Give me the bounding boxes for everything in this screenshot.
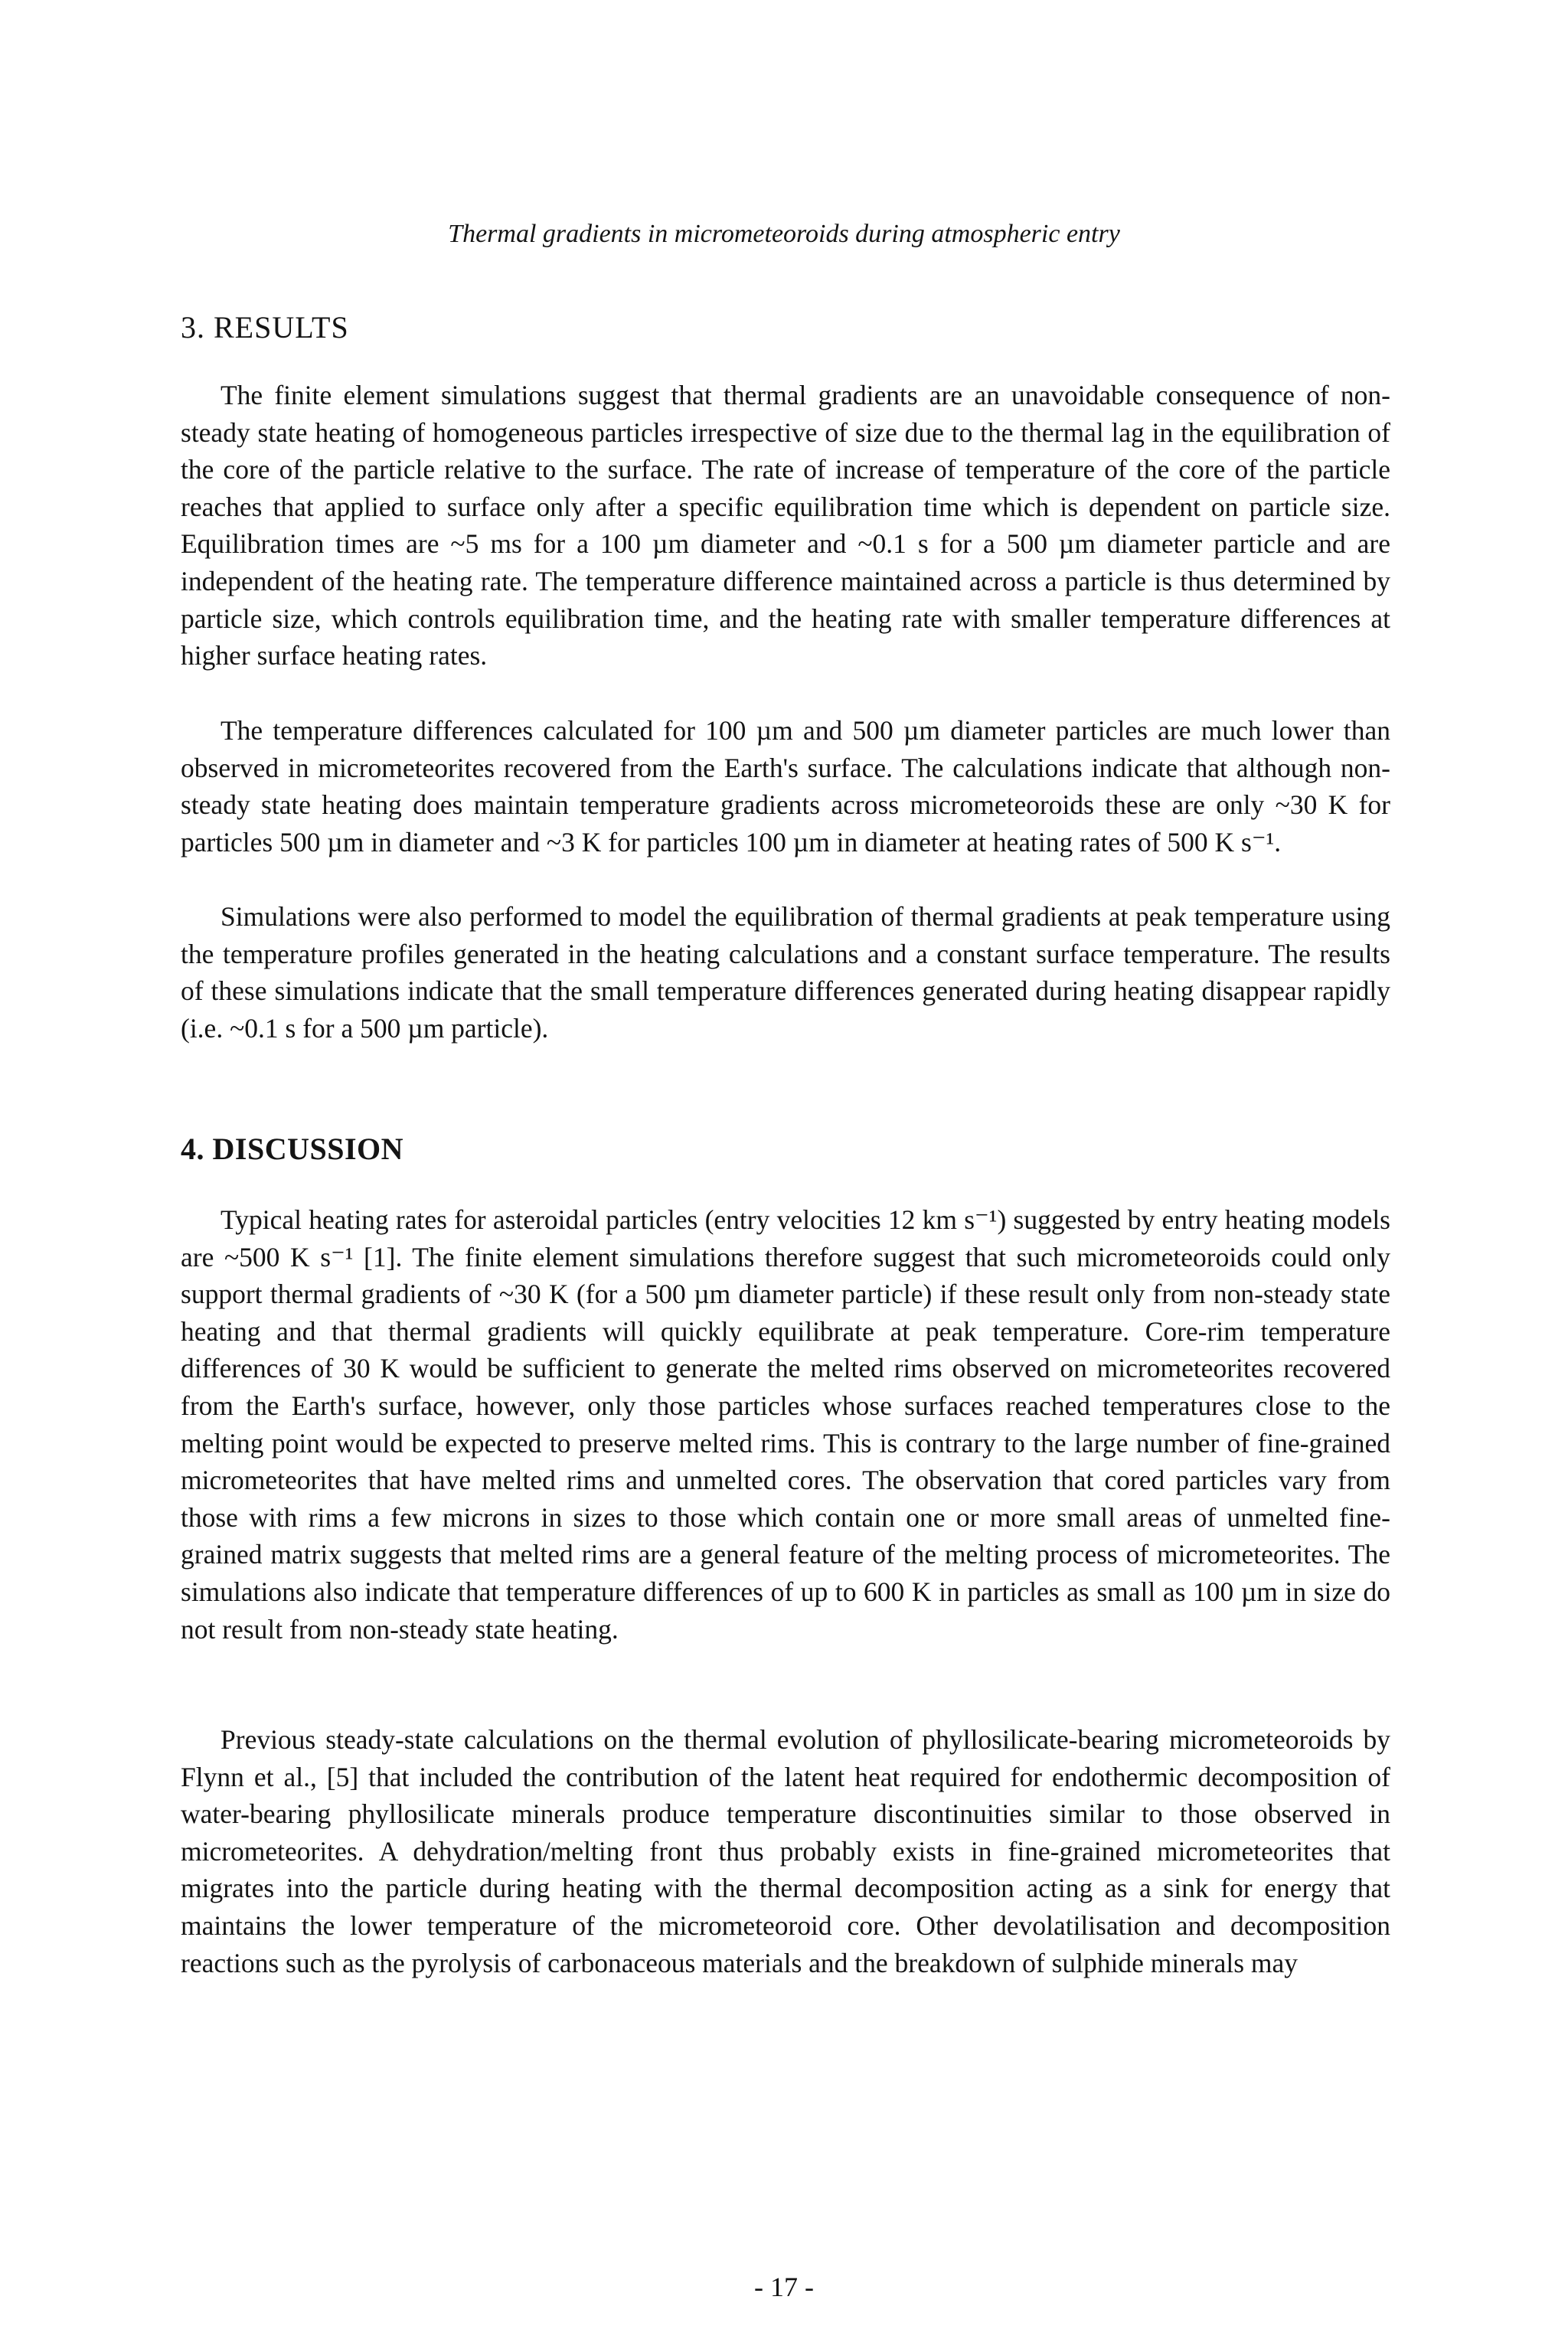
- discussion-paragraph-1: Typical heating rates for asteroidal particles (entry velocities 12 km s⁻¹) suggested by entry heating models are ~500 K s⁻¹ [1]. The finite element simulations therefore suggest that such micrometeoroids could only support thermal gradients of ~30 K (for a 500 µm diameter particle) if these result only from non-steady state heating and that thermal gradients will quickly equilibrate at peak temperature. Core-rim temperature differences of 30 K would be sufficient to generate the melted rims observed on micrometeorites recovered from the Earth's surface, however, only those particles whose surfaces reached temperatures close to the melting point would be expected to preserve melted rims. This is contrary to the large number of fine-grained micrometeorites that have melted rims and unmelted cores. The observation that cored particles vary from those with rims a few microns in sizes to those which contain one or more small areas of unmelted fine-grained matrix suggests that melted rims are a general feature of the melting process of micrometeorites. The simulations also indicate that temperature differences of up to 600 K in particles as small as 100 µm in size do not result from non-steady state heating.: [181, 1204, 1390, 1645]
- page-number: - 17 -: [754, 2272, 814, 2302]
- results-paragraph-1: The finite element simulations suggest that thermal gradients are an unavoidable consequence of non-steady state heating of homogeneous particles irrespective of size due to the thermal lag in the equilibration of the core of the particle relative to the surface. The rate of increase of temperature of the core of the particle reaches that applied to surface only after a specific equilibration time which is dependent on particle size. Equilibration times are ~5 ms for a 100 µm diameter and ~0.1 s for a 500 µm diameter particle and are independent of the heating rate. The temperature difference maintained across a particle is thus determined by particle size, which controls equilibration time, and the heating rate with smaller temperature differences at higher surface heating rates.: [181, 380, 1390, 671]
- discussion-heading: 4. DISCUSSION: [181, 1132, 404, 1166]
- results-paragraph-2: The temperature differences calculated for 100 µm and 500 µm diameter particles are much lower than observed in micrometeorites recovered from the Earth's surface. The calculations indicate that although non-steady state heating does maintain temperature gradients across micrometeoroids these are only ~30 K for particles 500 µm in diameter and ~3 K for particles 100 µm in diameter at heating rates of 500 K s⁻¹.: [181, 715, 1390, 858]
- discussion-paragraph-2: Previous steady-state calculations on the thermal evolution of phyllosilicate-bearing micrometeoroids by Flynn et al., [5] that included the contribution of the latent heat required for endothermic decomposition of water-bearing phyllosilicate minerals produce temperature discontinuities similar to those observed in micrometeorites. A dehydration/melting front thus probably exists in fine-grained micrometeorites that migrates into the particle during heating with the thermal decomposition acting as a sink for energy that maintains the lower temperature of the micrometeoroid core. Other devolatilisation and decomposition reactions such as the pyrolysis of carbonaceous materials and the breakdown of sulphide minerals may: [181, 1724, 1390, 1978]
- running-head: Thermal gradients in micrometeoroids during atmospheric entry: [448, 220, 1120, 248]
- results-paragraph-3: Simulations were also performed to model the equilibration of thermal gradients at peak temperature using the temperature profiles generated in the heating calculations and a constant surface temperature. The results of these simulations indicate that the small temperature differences generated during heating disappear rapidly (i.e. ~0.1 s for a 500 µm particle).: [181, 901, 1390, 1044]
- results-heading: 3. RESULTS: [181, 310, 349, 345]
